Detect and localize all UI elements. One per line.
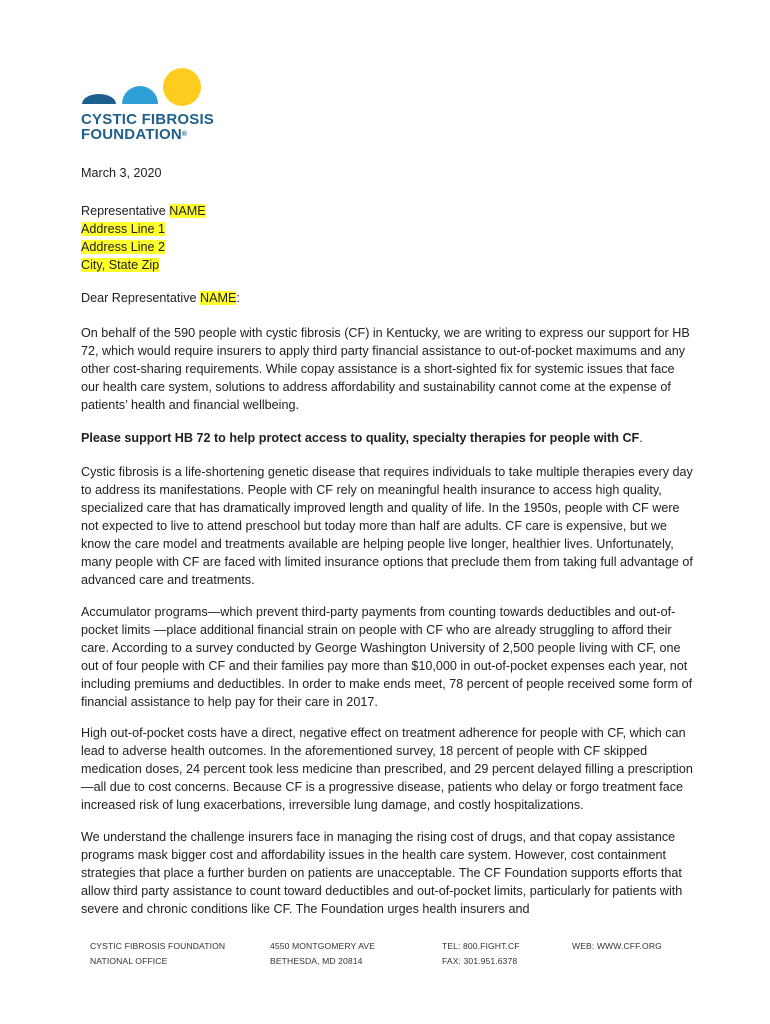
salutation-name-placeholder: NAME bbox=[200, 291, 237, 305]
footer-org-name: CYSTIC FIBROSIS FOUNDATION bbox=[90, 941, 226, 951]
footer-street: 4550 MONTGOMERY AVE bbox=[270, 941, 376, 951]
recipient-name-placeholder: NAME bbox=[169, 204, 206, 218]
footer-org bbox=[90, 939, 225, 969]
logo-line1: CYSTIC FIBROSIS bbox=[81, 111, 215, 128]
request-period: . bbox=[639, 431, 643, 445]
request-bold-text: Please support HB 72 to help protect access to quality, specialty therapies for people with CF bbox=[81, 431, 640, 445]
logo-dark-dome bbox=[82, 94, 116, 104]
footer-address bbox=[270, 939, 375, 969]
footer-fax: FAX: 301.951.6378 bbox=[442, 956, 518, 966]
address-city: City, State Zip bbox=[81, 258, 160, 272]
cff-logo bbox=[80, 66, 230, 146]
logo-wordmark bbox=[81, 112, 214, 142]
logo-line2-text: FOUNDATION bbox=[81, 126, 182, 143]
recipient-prefix: Representative bbox=[81, 204, 170, 218]
footer-city: BETHESDA, MD 20814 bbox=[270, 956, 363, 966]
logo-sun-circle bbox=[163, 68, 201, 106]
logo-mark-icon bbox=[80, 66, 230, 112]
logo-line2 bbox=[81, 127, 214, 142]
paragraph-cf-background: Cystic fibrosis is a life-shortening genetic disease that requires individuals to take multiple therapies every day to address its manifestations. People with CF rely on meaningful health insurance to access high quality, specialized care that has dramatically improved length and quality of life. In the 1950s, people with CF were not expected to live to attend preschool but today more than half are adults. CF care is expensive, but we know the care model and treatments available are helping people live longer, healthier lives. Unfortunately, many people with CF are faced with limited insurance options that preclude them from taking full advantage of advanced care and treatments. bbox=[81, 465, 693, 587]
address-line2: Address Line 2 bbox=[81, 240, 166, 254]
footer-tel: TEL: 800.FIGHT.CF bbox=[442, 941, 520, 951]
salutation-suffix: : bbox=[236, 291, 240, 305]
paragraph-insurers: We understand the challenge insurers face in managing the rising cost of drugs, and that copay assistance programs mask bigger cost and affordability issues in the health care system. However, cost containment strategies that place a further burden on patients are unacceptable. The CF Foundation supports efforts that allow third party assistance to count toward deductibles and out-of-pocket limits, particularly for patients with severe and chronic conditions like CF. The Foundation urges health insurers and bbox=[81, 830, 683, 916]
paragraph-adherence: High out-of-pocket costs have a direct, negative effect on treatment adherence for people with CF, which can lead to adverse health outcomes. In the aforementioned survey, 18 percent of people with CF skipped medication doses, 24 percent took less medicine than prescribed, and 29 percent delayed filling a prescription—all due to cost concerns. Because CF is a progressive disease, patients who delay or forgo treatment face increased risk of lung exacerbations, irreversible lung damage, and costly hospitalizations. bbox=[81, 726, 693, 812]
paragraph-accumulators: Accumulator programs—which prevent third-party payments from counting towards deductibles and out-of-pocket limits —place additional financial strain on people with CF who are already struggling to afford their care. According to a survey conducted by George Washington University of 2,500 people living with CF, one out of four people with CF and their families pay more than $10,000 in out-of-pocket expenses each year, not including premiums and deductibles. In order to make ends meet, 78 percent of people received some form of financial assistance to help pay for their care in 2017. bbox=[81, 605, 693, 709]
footer-phone bbox=[442, 939, 520, 969]
letter-date: March 3, 2020 bbox=[81, 166, 162, 180]
footer-office: NATIONAL OFFICE bbox=[90, 956, 168, 966]
salutation bbox=[81, 289, 693, 307]
recipient-line bbox=[81, 202, 693, 220]
paragraph-intro: On behalf of the 590 people with cystic fibrosis (CF) in Kentucky, we are writing to express our support for HB 72, which would require insurers to apply third party financial assistance to out-of-pocket maximums and any other cost-sharing requirements. While copay assistance is a short-sighted fix for systemic issues that face our health care system, solutions to address affordability and sustainability cannot come at the expense of patients’ health and financial wellbeing. bbox=[81, 326, 690, 412]
salutation-prefix: Dear Representative bbox=[81, 291, 201, 305]
paragraph-request bbox=[81, 429, 693, 447]
footer-website: WEB: WWW.CFF.ORG bbox=[572, 941, 662, 951]
footer-web bbox=[572, 939, 662, 954]
logo-reg-mark: ® bbox=[181, 131, 188, 138]
address-line1: Address Line 1 bbox=[81, 222, 166, 236]
recipient-address bbox=[81, 202, 693, 274]
logo-light-dome bbox=[122, 86, 158, 104]
